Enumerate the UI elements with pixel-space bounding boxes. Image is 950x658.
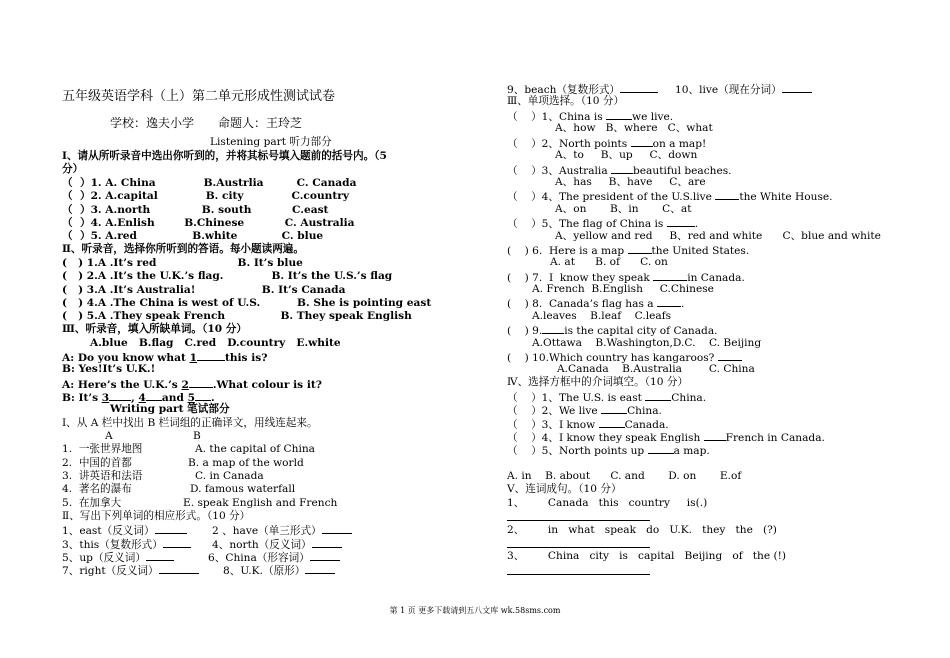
sentence-2: 2、 in what speak do U.K. they the (?) xyxy=(507,524,777,536)
dialogue-line-1: A: Do you know what 1 this is? xyxy=(62,352,268,364)
mc-options-1: A、how B、where C、what xyxy=(555,122,713,134)
mc-options-6: A. at B. of C. on xyxy=(550,256,668,268)
dialogue-line-2: B: Yes!It’s U.K.! xyxy=(62,363,156,375)
writing-header: Writing part 笔试部分 xyxy=(110,403,230,415)
word-form-1: 1、east（反义词） xyxy=(62,523,187,538)
list-item: （ ）1. A. China B.Austrlia C. Canada xyxy=(62,177,357,189)
mc-options-8: A.leaves B.leaf C.leafs xyxy=(532,310,672,322)
match-b-1: A. the capital of China xyxy=(195,443,315,455)
list-item: （ ）3. A.north B. south C.east xyxy=(62,204,329,216)
mc-question-3: （ ）3、Australia beautiful beaches. xyxy=(507,165,732,177)
word-form-7: 7、right（反义词） xyxy=(62,563,199,578)
list-item: ( ) 1.A .It’s red B. It’s blue xyxy=(62,257,303,269)
word-options: A.blue B.flag C.red D.country E.white xyxy=(90,337,341,349)
mc-question-1: （ ）1、China is we live. xyxy=(507,111,674,123)
mc-options-7: A. French B.English C.Chinese xyxy=(532,283,714,295)
column-a-label: A xyxy=(105,430,113,442)
dialogue-line-4: B: It’s 3 , 4 and 5 . xyxy=(62,392,215,404)
school-line: 学校：逸夫小学 命题人：王玲芝 xyxy=(110,116,303,130)
list-item: ( ) 5.A .They speak French B. They speak English xyxy=(62,310,412,322)
writing-5-heading: Ⅴ、连词成句。（10 分） xyxy=(507,483,622,495)
mc-options-2: A、to B、up C、down xyxy=(555,149,698,161)
mc-question-2: （ ）2、North points on a map! xyxy=(507,138,707,150)
answer-line-1 xyxy=(507,520,650,521)
mc-question-8: ( ) 8. Canada’s flag has a . xyxy=(507,298,685,310)
mc-options-9: A.Ottawa B.Washington,D.C. C. Beijing xyxy=(532,337,762,349)
mc-question-7: ( ) 7. I know they speak in Canada. xyxy=(507,272,745,284)
writing-2-heading: Ⅱ、写出下列单词的相应形式。（10 分） xyxy=(62,510,251,522)
word-form-5: 5、up（反义词） xyxy=(62,550,174,565)
writing-1-heading: Ⅰ、从 A 栏中找出 B 栏词组的正确译文，用线连起来。 xyxy=(62,417,318,429)
word-form-3: 3、this（复数形式） xyxy=(62,537,191,552)
answer-line-2 xyxy=(507,547,650,548)
page-footer: 第 1 页 更多下载请到五八文库 wk.58sms.com xyxy=(389,606,561,615)
list-item: （ ）4. A.Enlish B.Chinese C. Australia xyxy=(62,217,355,229)
listening-header: Listening part 听力部分 xyxy=(210,136,332,148)
sentence-1: 1、 Canada this country is(.) xyxy=(507,497,708,509)
prep-question-3: （ ）3、I know Canada. xyxy=(507,419,669,431)
word-form-8: 8、U.K.（原形） xyxy=(223,563,335,578)
prep-question-1: （ ）1、The U.S. is east China. xyxy=(507,392,707,404)
word-form-4: 4、north（反义词） xyxy=(212,537,342,552)
match-b-4: D. famous waterfall xyxy=(190,483,296,495)
match-b-2: B. a map of the world xyxy=(188,457,304,469)
mc-question-10: ( ) 10.Which country has kangaroos? xyxy=(507,350,742,365)
list-item: （ ）5. A.red B.white C. blue xyxy=(62,230,324,242)
writing-3-heading: Ⅲ、单项选择。（10 分） xyxy=(507,95,625,107)
word-form-9: 9、beach（复数形式） xyxy=(507,82,658,97)
match-a-1: 1. 一张世界地图 xyxy=(62,443,143,455)
dialogue-line-3: A: Here’s the U.K.’s 2 .What colour is it? xyxy=(62,379,322,391)
match-a-4: 4. 著名的瀑布 xyxy=(62,483,132,495)
prep-question-4: （ ）4、I know they speak English French in Canada. xyxy=(507,432,825,444)
listening-2-heading: Ⅱ、听录音，选择你所听到的答语。每小题读两遍。 xyxy=(62,243,304,255)
page-title: 五年级英语学科（上）第二单元形成性测试试卷 xyxy=(62,89,336,104)
answer-line-3 xyxy=(507,574,650,575)
mc-question-6: ( ) 6. Here is a map the United States. xyxy=(507,245,750,257)
word-form-6: 6、China（形容词） xyxy=(208,550,340,565)
listening-1-heading-cont: 分） xyxy=(62,163,84,175)
mc-options-5: A、yellow and red B、red and white C、blue and white xyxy=(555,230,881,242)
column-b-label: B xyxy=(193,430,201,442)
list-item: ( ) 4.A .The China is west of U.S. B. She is pointing east xyxy=(62,297,432,309)
prep-question-2: （ ）2、We live China. xyxy=(507,405,662,417)
mc-options-3: A、has B、have C、are xyxy=(555,176,706,188)
mc-options-4: A、on B、in C、at xyxy=(555,203,692,215)
match-b-3: C. in Canada xyxy=(195,470,264,482)
writing-4-heading: Ⅳ、选择方框中的介词填空。（10 分） xyxy=(507,376,689,388)
word-form-2: 2 、have（单三形式） xyxy=(212,523,352,538)
word-form-10: 10、live（现在分词） xyxy=(675,82,812,97)
match-a-2: 2. 中国的首都 xyxy=(62,457,132,469)
list-item: ( ) 3.A .It’s Australia! B. It’s Canada xyxy=(62,284,346,296)
match-b-5: E. speak English and French xyxy=(183,497,338,509)
list-item: ( ) 2.A .It’s the U.K.’s flag. B. It’s the U.S.’s flag xyxy=(62,270,393,282)
list-item: （ ）2. A.capital B. city C.country xyxy=(62,190,349,202)
sentence-3: 3、 China city is capital Beijing of the (!) xyxy=(507,550,787,562)
mc-options-10: A.Canada B.Australia C. China xyxy=(557,363,755,375)
match-a-3: 3. 讲英语和法语 xyxy=(62,470,143,482)
preposition-options: A. in B. about C. and D. on E.of xyxy=(507,470,742,482)
prep-question-5: （ ）5、North points up a map. xyxy=(507,445,710,457)
mc-question-5: （ ）5、The flag of China is . xyxy=(507,218,699,230)
listening-1-heading: Ⅰ、请从所听录音中选出你听到的，并将其标号填入题前的括号内。（5 xyxy=(62,150,387,162)
mc-question-4: （ ）4、The president of the U.S.live the White House. xyxy=(507,191,833,203)
mc-question-9: ( ) 9. is the capital city of Canada. xyxy=(507,325,718,337)
listening-3-heading: Ⅲ、听录音，填入所缺单词。（10 分） xyxy=(62,323,247,335)
match-a-5: 5. 在加拿大 xyxy=(62,497,122,509)
